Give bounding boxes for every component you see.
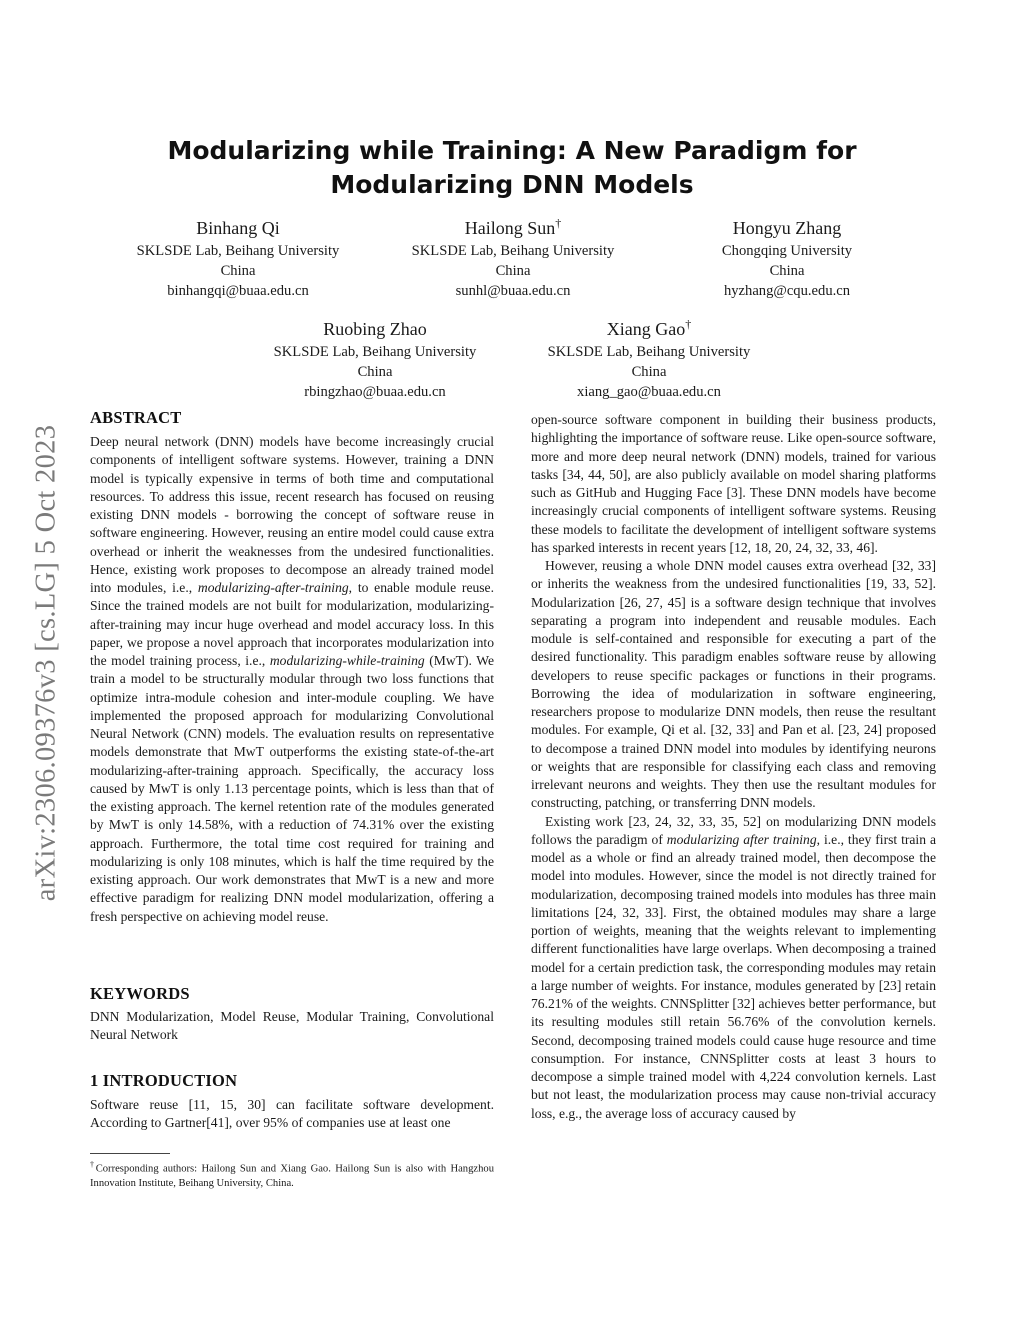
author-name: Hongyu Zhang — [732, 218, 842, 238]
introduction-text: Software reuse [11, 15, 30] can facilitate software development. According to Gartner[41], over 95% of companies use at least one — [90, 1097, 494, 1131]
author-name: Hailong Sun† — [464, 216, 562, 238]
author-country: China — [769, 263, 805, 279]
abstract-text: Deep neural network (DNN) models have become increasingly crucial components of intelligent software systems. However, training a DNN model is typically expensive in terms of both time and computational resources. To address this issue, recent research has focused on reusing existing DNN models - borrowing the concept of software reuse in software engineering. However, reusing an entire model could cause extra overhead or inherit the weaknesses from the undesired functionalities. Hence, existing work proposes to decompose an already trained model into modules, i.e., modularizing-after-training, to enable module reuse. Since the trained models are not built for modularization, modularizing-after-training may incur huge overhead and model accuracy loss. In this paper, we propose a novel approach that incorporates modularization into the model training process, i.e., modularizing-while-training (MwT). We train a model to be structurally modular through two loss functions that optimize intra-module cohesion and inter-module coupling. We have implemented the proposed approach for modularizing Convolutional Neural Network (CNN) models. The evaluation results on representative models demonstrate that MwT outperforms the existing state-of-the-art modularizing-after-training approach. Specifically, the accuracy loss caused by MwT is only 1.13 percentage points, which is less than that of the existing approach. The kernel retention rate of the modules generated by MwT is only 14.58%, with a reduction of 74.31% over the existing approach. Furthermore, the total time cost required for training and modularizing is only 108 minutes, which is half the time required by the existing approach. Our work demonstrates that MwT is a new and more effective paradigm for realizing DNN model modularization, offering a fresh perspective on achieving model reuse. — [90, 434, 494, 924]
author-block — [657, 212, 917, 301]
abstract-heading: ABSTRACT — [90, 408, 182, 427]
author-email: xiang_gao@buaa.edu.cn — [577, 384, 721, 400]
term-modularizing-while-training: modularizing-while-training — [269, 653, 425, 668]
author-country: China — [631, 364, 667, 380]
term-modularizing-after-training: modularizing-after-training — [197, 580, 349, 595]
author-block — [245, 313, 505, 402]
intro-paragraph: However, reusing a whole DNN model causes extra overhead [32, 33] or inherits the weakness from the undesired functionalities [19, 33, 52]. Modularization [26, 27, 45] is a software design technique that involves separating a program into independent and reusable modules. Each module is self-contained and responsible for executing a part of the desired functionality. This paradigm enables software reuse by allowing developers to reuse specific packages or functions in their programs. Borrowing the idea of modularization in software engineering, researchers propose to modularize DNN models, then reuse the resultant modules. For example, Qi et al. [32, 33] and Pan et al. [23, 24] proposed to decompose a trained DNN model into modules by identifying neurons or weights that are responsible for classifying each class and removing irrelevant neurons and weights. They then use the resultant modules for constructing, patching, or transferring DNN models. — [531, 558, 936, 811]
author-name: Xiang Gao† — [606, 317, 692, 339]
author-affiliation: SKLSDE Lab, Beihang University — [273, 344, 477, 360]
author-email: sunhl@buaa.edu.cn — [455, 283, 571, 299]
author-email: binhangqi@buaa.edu.cn — [167, 283, 309, 299]
introduction-heading: 1 INTRODUCTION — [90, 1071, 238, 1090]
keywords-text: DNN Modularization, Model Reuse, Modular Training, Convolutional Neural Network — [90, 1009, 494, 1043]
author-block — [383, 212, 643, 301]
arxiv-stamp-text: arXiv:2306.09376v3 [cs.LG] 5 Oct 2023 — [30, 424, 61, 902]
author-affiliation: SKLSDE Lab, Beihang University — [547, 344, 751, 360]
author-country: China — [495, 263, 531, 279]
corresponding-mark: † — [685, 317, 692, 331]
keywords-heading: KEYWORDS — [90, 984, 190, 1003]
footnote-divider — [90, 1153, 170, 1154]
footnote-text: Corresponding authors: Hailong Sun and Xiang Gao. Hailong Sun is also with Hangzhou Innovation Institute, Beihang University, China. — [90, 1163, 494, 1189]
corresponding-mark: † — [555, 216, 562, 230]
author-country: China — [357, 364, 393, 380]
footnote-mark: † — [90, 1160, 96, 1169]
author-country: China — [220, 263, 256, 279]
intro-continued — [531, 411, 936, 1123]
author-affiliation: SKLSDE Lab, Beihang University — [411, 243, 615, 259]
intro-paragraph: open-source software component in building their business products, highlighting the importance of software reuse. Like open-source software, more and more deep neural network (DNN) models, trained for various tasks [34, 44, 50], are also publicly available on model sharing platforms such as GitHub and Hugging Face [3]. These DNN models have become increasingly crucial components of intelligent software systems. Reusing these models to facilitate the development of intelligent software systems has sparked interests in recent years [12, 18, 20, 24, 32, 33, 46]. — [531, 412, 936, 555]
arxiv-stamp — [26, 368, 66, 958]
author-name: Binhang Qi — [196, 218, 280, 238]
intro-paragraph: Existing work [23, 24, 32, 33, 35, 52] on modularizing DNN models follows the paradigm of modularizing after training, i.e., they first train a model as a whole or find an already trained model, then decompose the model into modules. However, since the model is not directly trained for modularization, decomposing trained models into modules has three main limitations [24, 32, 33]. First, the obtained modules may share a large portion of weights, meaning that the weights relevant to implementing different functionalities have large overlaps. When decomposing a trained model for a certain prediction task, the corresponding modules may retain a large number of weights. For instance, modules generated by [23] retain 76.21% of the weights. CNNSplitter [32] achieves better performance, but its resulting modules still retain 56.76% of the convolution kernels. Second, decomposing trained models could cause huge resource and time consumption. For instance, CNNSplitter costs at least 3 hours to decompose a simple trained model with 4,224 convolution kernels. Last but not least, the modularization process may cause non-trivial accuracy loss, e.g., the average loss of accuracy caused by — [531, 813, 936, 1121]
author-affiliation: SKLSDE Lab, Beihang University — [136, 243, 340, 259]
footnote — [90, 1158, 494, 1191]
author-affiliation: Chongqing University — [721, 243, 853, 259]
author-block — [519, 313, 779, 402]
term-modularizing-after-training: modularizing after training — [666, 831, 817, 847]
author-email: rbingzhao@buaa.edu.cn — [304, 384, 446, 400]
paper-title: Modularizing while Training: A New Paradigm for Modularizing DNN Models — [167, 136, 857, 199]
author-email: hyzhang@cqu.edu.cn — [723, 283, 851, 299]
author-name: Ruobing Zhao — [323, 319, 427, 339]
author-block — [108, 212, 368, 301]
